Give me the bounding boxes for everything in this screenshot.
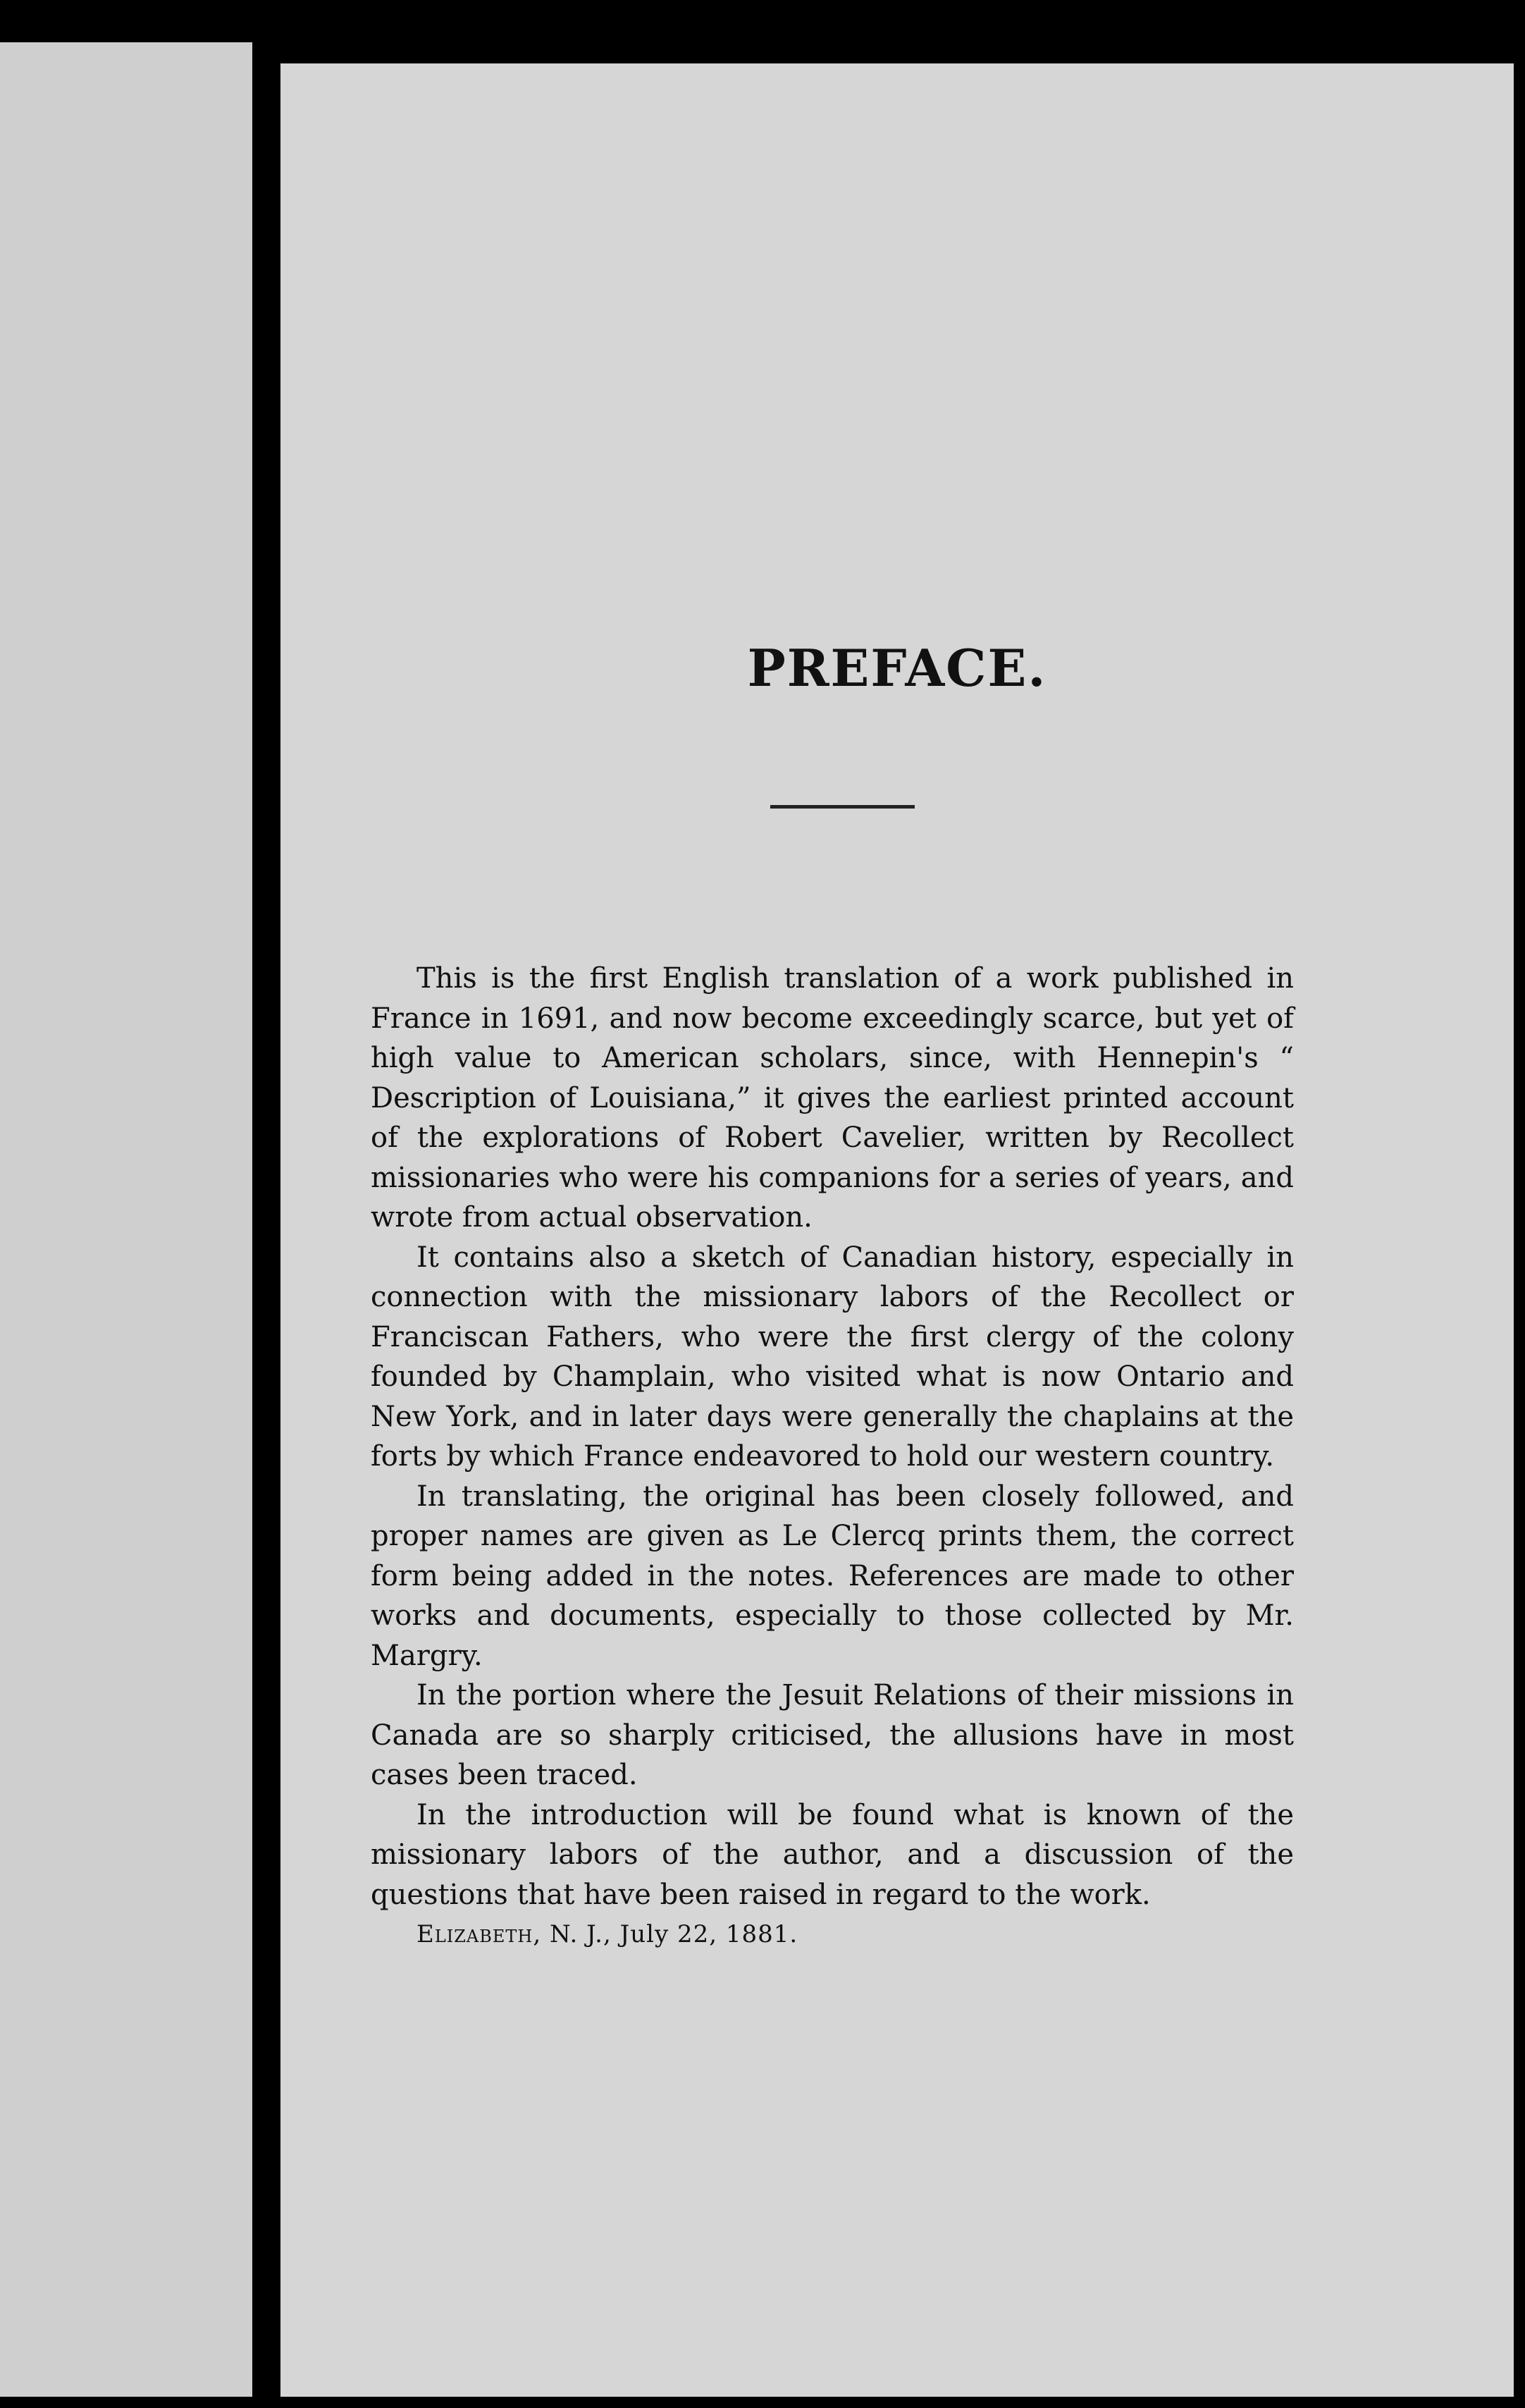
page-title: PREFACE. bbox=[747, 638, 1047, 698]
book-gutter bbox=[252, 0, 280, 2408]
left-page-edge bbox=[0, 42, 252, 2397]
paragraph-1: This is the first English translation of a work published in France in 1691, and now become exceedingly scarce, but yet of high value to American scholars, since, with Hennepin's “ Description of Louisiana,” it gives the earliest printed account of the explorations of Robert Cavelier, written by Recollect missionaries who were his companions for a series of years, and wrote from actual observation. bbox=[371, 962, 1294, 1234]
preface-text bbox=[371, 959, 1294, 1955]
book-page bbox=[280, 63, 1514, 2397]
paragraph-3: In translating, the original has been closely followed, and proper names are given as Le Clercq prints them, the correct form being added in the notes. References are made to other works and documents, especially to those collected by Mr. Margry. bbox=[371, 1480, 1294, 1672]
paragraph-5: In the introduction will be found what is known of the missionary labors of the author, and a discussion of the questions that have been raised in regard to the work. bbox=[371, 1798, 1294, 1911]
dateline-rest: , N. J., July 22, 1881. bbox=[533, 1920, 798, 1948]
dateline bbox=[371, 1915, 1294, 1955]
paragraph-2: It contains also a sketch of Canadian history, especially in connection with the missionary labors of the Recollect or Franciscan Fathers, who were the first clergy of the colony founded by Champlain, who visited what is now Ontario and New York, and in later days were generally the chaplains at the forts by which France endeavored to hold our western country. bbox=[371, 1241, 1294, 1473]
title-rule bbox=[770, 805, 915, 809]
dateline-place: Elizabeth bbox=[416, 1920, 533, 1948]
paragraph-4: In the portion where the Jesuit Relations of their missions in Canada are so sharply criticised, the allusions have in most cases been traced. bbox=[371, 1679, 1294, 1791]
